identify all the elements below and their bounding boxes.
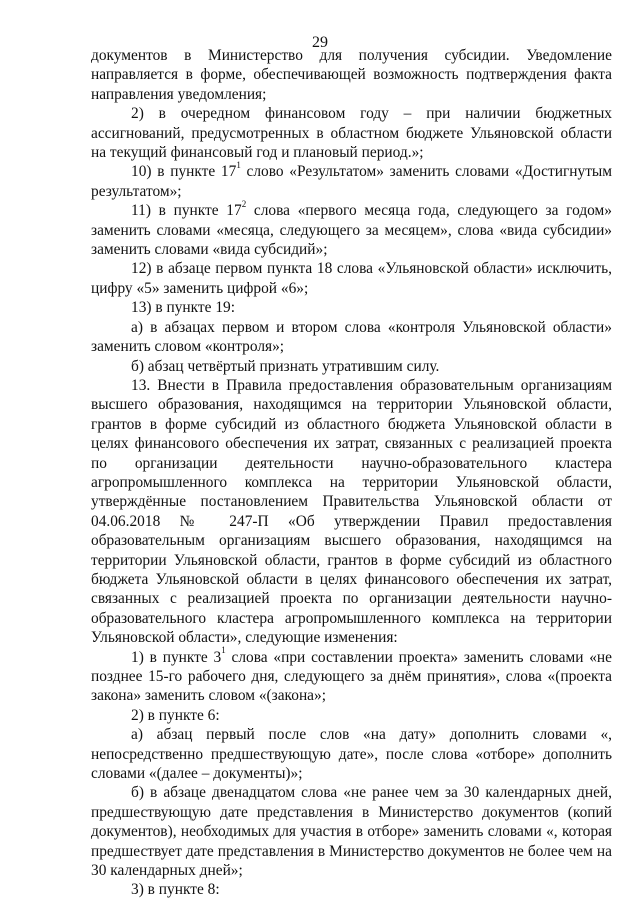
superscript: 1 <box>221 645 226 656</box>
paragraph <box>91 201 612 259</box>
paragraph: 2) в очередном финансовом году – при наличии бюджетных ассигнований, предусмотренных в областном бюджете Ульяновской области на текущий финансовый год и плановый период.»; <box>91 105 612 162</box>
superscript: 2 <box>241 199 247 210</box>
paragraph-text: слова «при составлении проекта» заменить словами «не позднее 15-го рабочего дня, следующего за днём принятия», слова «(проекта закона» заменить словом «(закона»; <box>91 648 613 705</box>
paragraph: 13) в пункте 19: <box>131 299 235 317</box>
paragraph: б) в абзаце двенадцатом слова «не ранее чем за 30 календарных дней, предшествующую дате представления в Министерство документов (копий документов), необходимых для участия в отборе» заменить словами «, которая предшествует дате представления в Министерство документов не более чем на 30 календарных дней»; <box>91 784 612 880</box>
paragraph-text: слово «Результатом» заменить словами «Достигнутым результатом»; <box>91 163 612 200</box>
paragraph <box>91 645 613 706</box>
paragraph: а) в абзацах первом и втором слова «контроля Ульяновской области» заменить словом «контроля»; <box>91 318 612 356</box>
paragraph-text: 11) в пункте 17 <box>131 202 242 220</box>
paragraph: б) абзац четвёртый признать утратившим силу. <box>131 357 440 375</box>
paragraph-text: слова «первого месяца года, следующего за годом» заменить словами «месяца, следующего за месяцем», слова «вида субсидии» заменить словами «вида субсидий»; <box>91 202 612 259</box>
paragraph <box>91 162 612 201</box>
paragraph: а) абзац первый после слов «на дату» дополнить словами «, непосредственно предшествующую дате», после слова «отборе» дополнить словами «(далее – документы)»; <box>91 726 612 783</box>
paragraph-text: 1) в пункте 3 <box>131 648 222 666</box>
superscript: 1 <box>236 160 241 171</box>
page-number: 29 <box>312 34 328 51</box>
paragraph: 12) в абзаце первом пункта 18 слова «Ульяновской области» исключить, цифру «5» заменить цифрой «6»; <box>91 260 612 297</box>
paragraph: 13. Внести в Правила предоставления образовательным организациям высшего образования, находящимся на территории Ульяновской области, грантов в форме субсидий из областного бюджета Ульяновской области в целях финансового обеспечения их затрат, связанных с реализацией проекта по организации деятельности научно-образовательного кластера агропромышленного комплекса на территории Ульяновской области, утверждённые постановлением Правительства Ульяновской области от 04.06.2018 № 247-П «Об утверждении Правил предоставления образовательным организациям высшего образования, находящимся на территории Ульяновской области, грантов в форме субсидий из областного бюджета Ульяновской области в целях финансового обеспечения их затрат, связанных с реализацией проекта по организации деятельности научно-образовательного кластера агропромышленного комплекса на территории Ульяновской области», следующие изменения: <box>91 376 612 647</box>
document-body <box>91 46 612 900</box>
paragraph: 3) в пункте 8: <box>131 881 220 899</box>
paragraph-text: 10) в пункте 17 <box>131 163 237 181</box>
paragraph: 2) в пункте 6: <box>131 706 220 724</box>
paragraph: документов в Министерство для получения субсидии. Уведомление направляется в форме, обеспечивающей возможность подтверждения факта направления уведомления; <box>91 47 612 103</box>
